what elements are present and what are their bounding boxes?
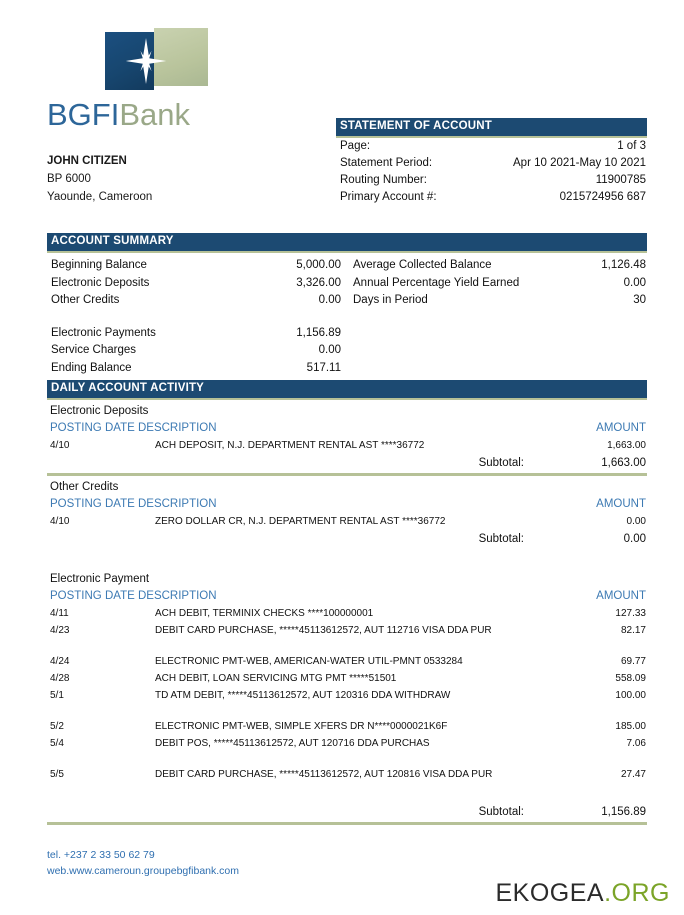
- row-group-spacer: [47, 704, 647, 718]
- statement-row-account-value: 0215724956 687: [559, 191, 646, 203]
- txn-amount: 1,663.00: [607, 440, 646, 451]
- txn-amount: 127.33: [615, 608, 646, 619]
- bgfibank-wordmark: [47, 98, 347, 132]
- statement-row-period-value: Apr 10 2021-May 10 2021: [513, 157, 646, 169]
- summary-value: 3,326.00: [296, 276, 341, 289]
- letterhead: [47, 28, 347, 132]
- section-name: Electronic Payment: [50, 573, 150, 585]
- summary-label: Electronic Payments: [51, 326, 156, 339]
- txn-description: DEBIT CARD PURCHASE, *****45113612572, AUT 120816 VISA DDA PUR: [155, 769, 493, 780]
- statement-row-account-label: Primary Account #:: [340, 191, 437, 203]
- account-summary-columns: [47, 253, 647, 377]
- summary-value: 1,156.89: [296, 326, 341, 339]
- summary-spacer: [47, 310, 347, 325]
- summary-row-other-credits: [47, 292, 347, 310]
- statement-row-period-label: Statement Period:: [340, 157, 433, 169]
- txn-amount: 100.00: [615, 690, 646, 701]
- txn-amount: 69.77: [620, 656, 646, 667]
- statement-of-account-title: STATEMENT OF ACCOUNT: [336, 118, 647, 136]
- statement-row-routing-value: 11900785: [595, 174, 646, 186]
- ekogea-watermark: [496, 880, 671, 907]
- column-header: [47, 496, 647, 513]
- table-row: [47, 437, 647, 454]
- txn-description: ZERO DOLLAR CR, N.J. DEPARTMENT RENTAL AST ****36772: [155, 516, 446, 527]
- statement-row-period: [336, 155, 647, 172]
- summary-row-beginning-balance: [47, 257, 347, 275]
- footer-contact-block: [47, 847, 647, 879]
- statement-row-page-label: Page:: [340, 140, 371, 152]
- statement-row-routing-label: Routing Number:: [340, 174, 427, 186]
- statement-row-page-value: 1 of 3: [617, 140, 646, 152]
- section-name: Other Credits: [50, 481, 119, 493]
- txn-amount: 27.47: [620, 769, 646, 780]
- txn-amount: 0.00: [626, 516, 646, 527]
- summary-row-average-collected-balance: [347, 257, 647, 275]
- column-header: [47, 588, 647, 605]
- summary-row-electronic-payments: [47, 325, 347, 343]
- txn-description: DEBIT POS, *****45113612572, AUT 120716 DDA PURCHAS: [155, 738, 430, 749]
- txn-date: 4/10: [50, 516, 70, 527]
- txn-date: 5/5: [50, 769, 64, 780]
- txn-date: 5/1: [50, 690, 64, 701]
- activity-section-other-credits: [47, 476, 647, 548]
- txn-date: 4/23: [50, 625, 70, 636]
- summary-label: Days in Period: [353, 294, 428, 306]
- txn-amount: 558.09: [615, 673, 646, 684]
- txn-date: 5/2: [50, 721, 64, 732]
- subtotal-spacer: [47, 783, 647, 803]
- watermark-name: EKOGEA: [495, 879, 605, 907]
- subtotal-row: [47, 454, 647, 472]
- table-row: [47, 718, 647, 735]
- summary-label: Ending Balance: [51, 361, 132, 374]
- section-name: Electronic Deposits: [50, 405, 149, 417]
- summary-label: Annual Percentage Yield Earned: [353, 276, 520, 289]
- customer-address-line2: Yaounde, Cameroon: [47, 191, 153, 203]
- statement-row-account: [336, 189, 647, 206]
- summary-label: Beginning Balance: [51, 259, 147, 271]
- subtotal-label: Subtotal:: [478, 533, 524, 545]
- summary-value: 0.00: [318, 294, 341, 306]
- summary-value: 517.11: [306, 361, 341, 374]
- summary-value: 30: [633, 294, 646, 306]
- subtotal-label: Subtotal:: [478, 806, 524, 818]
- activity-section-electronic-deposits: [47, 400, 647, 476]
- table-row: [47, 766, 647, 783]
- txn-date: 5/4: [50, 738, 64, 749]
- account-summary-left-column: [47, 257, 347, 377]
- activity-section-electronic-payment: [47, 568, 647, 825]
- summary-row-days-in-period: [347, 292, 647, 310]
- txn-description: ACH DEPOSIT, N.J. DEPARTMENT RENTAL AST ****36772: [155, 440, 425, 451]
- customer-address-block: [47, 152, 152, 206]
- summary-label: Service Charges: [51, 344, 137, 356]
- txn-amount: 7.06: [626, 738, 646, 749]
- subtotal-amount: 1,156.89: [601, 806, 646, 818]
- subtotal-label: Subtotal:: [478, 457, 524, 469]
- footer-website[interactable]: web.www.cameroun.groupebgfibank.com: [47, 865, 240, 877]
- summary-value: 0.00: [318, 344, 341, 356]
- bgfibank-logo: [105, 28, 208, 90]
- txn-description: DEBIT CARD PURCHASE, *****45113612572, AUT 112716 VISA DDA PUR: [155, 625, 492, 636]
- column-header-left: POSTING DATE DESCRIPTION: [50, 498, 217, 510]
- wordmark-bank: Bank: [119, 97, 191, 132]
- txn-date: 4/10: [50, 440, 70, 451]
- section-spacer: [47, 548, 647, 568]
- row-group-spacer: [47, 639, 647, 653]
- summary-value: 1,126.48: [601, 259, 646, 271]
- table-row: [47, 513, 647, 530]
- summary-row-apy-earned: [347, 275, 647, 293]
- wordmark-bgfi: BGFI: [47, 97, 120, 132]
- txn-description: ELECTRONIC PMT-WEB, AMERICAN-WATER UTIL-PMNT 0533284: [155, 656, 463, 667]
- column-header-amount: AMOUNT: [596, 590, 646, 602]
- txn-amount: 185.00: [615, 721, 646, 732]
- watermark-tld: .ORG: [604, 879, 670, 907]
- account-summary-title: ACCOUNT SUMMARY: [47, 233, 647, 251]
- column-header-left: POSTING DATE DESCRIPTION: [50, 590, 217, 602]
- row-group-spacer: [47, 752, 647, 766]
- statement-row-page: [336, 138, 647, 155]
- summary-row-electronic-deposits: [47, 275, 347, 293]
- subtotal-amount: 1,663.00: [601, 457, 646, 469]
- subtotal-row: [47, 530, 647, 548]
- statement-row-routing: [336, 172, 647, 189]
- column-header-amount: AMOUNT: [596, 422, 646, 434]
- txn-date: 4/11: [50, 608, 69, 619]
- summary-value: 0.00: [623, 276, 646, 289]
- subtotal-row: [47, 803, 647, 821]
- summary-row-service-charges: [47, 342, 347, 360]
- table-row: [47, 653, 647, 670]
- column-header-amount: AMOUNT: [596, 498, 646, 510]
- table-row: [47, 687, 647, 704]
- account-summary-right-column: [347, 257, 647, 377]
- summary-row-ending-balance: [47, 360, 347, 378]
- txn-description: ELECTRONIC PMT-WEB, SIMPLE XFERS DR N****0000021K6F: [155, 721, 448, 732]
- column-header-left: POSTING DATE DESCRIPTION: [50, 422, 217, 434]
- table-row: [47, 605, 647, 622]
- column-header: [47, 420, 647, 437]
- daily-account-activity-title: DAILY ACCOUNT ACTIVITY: [47, 380, 647, 398]
- summary-label: Electronic Deposits: [51, 276, 150, 289]
- account-summary-section: [47, 233, 647, 377]
- subtotal-amount: 0.00: [623, 533, 646, 545]
- txn-date: 4/28: [50, 673, 70, 684]
- txn-description: TD ATM DEBIT, *****45113612572, AUT 120316 DDA WITHDRAW: [155, 690, 451, 701]
- table-row: [47, 622, 647, 639]
- txn-date: 4/24: [50, 656, 70, 667]
- summary-label: Other Credits: [51, 294, 120, 306]
- customer-address-line1: BP 6000: [47, 173, 91, 185]
- table-row: [47, 735, 647, 752]
- txn-description: ACH DEBIT, LOAN SERVICING MTG PMT *****51501: [155, 673, 397, 684]
- daily-account-activity-section: [47, 380, 647, 825]
- table-row: [47, 670, 647, 687]
- section-divider: [47, 822, 647, 825]
- txn-description: ACH DEBIT, TERMINIX CHECKS ****100000001: [155, 608, 374, 619]
- star-burst-icon: [123, 38, 169, 84]
- customer-name: JOHN CITIZEN: [47, 155, 127, 167]
- summary-value: 5,000.00: [296, 259, 341, 271]
- summary-label: Average Collected Balance: [353, 259, 492, 271]
- footer-telephone: tel. +237 2 33 50 62 79: [47, 849, 155, 861]
- txn-amount: 82.17: [620, 625, 646, 636]
- statement-of-account-box: [336, 118, 647, 206]
